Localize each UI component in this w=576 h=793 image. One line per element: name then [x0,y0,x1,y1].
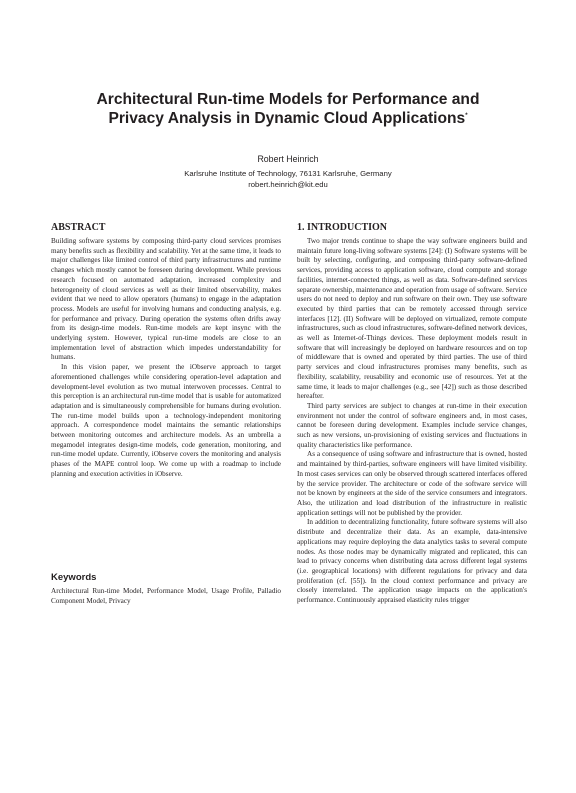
abstract-body [51,237,281,480]
keywords-text: Architectural Run-time Model, Performance Model, Usage Profile, Palladio Component Model, Privacy [51,587,281,605]
intro-paragraph-3: As a consequence of using software and infrastructure that is owned, hosted and maintained by third-parties, software engineers will have limited visibility. In most cases services can only be observed through scattered interfaces offered by the service provider. The architecture or code of the software service will not be known by engineers at the side of the service consumers and integrators. Also, the utilization and load distribution of the infrastructure in realistic application settings will not be published by the provider. [297,450,527,517]
intro-paragraph-4: In addition to decentralizing functionality, future software systems will also distribute and decentralize their data. As an example, data-intensive applications may require deploying the data analytics tasks to several compute nodes. As those nodes may be dynamically migrated and replicated, this can lead to privacy concerns when distributing data across different legal systems (i.e. geographical locations) with different regulations for privacy and data proliferation (cf. [55]). In the cloud context performance and privacy are closely interrelated. The application usage impacts on the application's performance. Continuously appraised elasticity rules trigger [297,518,527,605]
introduction-body [297,237,527,606]
abstract-paragraph-1: Building software systems by composing third-party cloud services promises many benefits such as flexibility and scalability. Yet at the same time, it leads to major challenges like limited control of third party infrastructures and runtime changes which mostly cannot be foreseen during development. While previous research focused on automated adaptation, increased complexity and heterogeneity of cloud services as well as their limited observability, makes evident that we need to allow operators (humans) to engage in the adaptation process. Models are useful for involving humans and conducting analysis, e.g. for performance and privacy. During operation the systems often drifts away from its design-time models. Run-time models are kept insync with the underlying system. However, typical run-time models are close to an implementation level of abstraction which impedes understandability for humans. [51,237,281,362]
author-affiliation-block [40,168,536,190]
introduction-heading: 1. INTRODUCTION [297,222,388,233]
abstract-paragraph-2: In this vision paper, we present the iObserve approach to target aforementioned challenges while considering operation-level adaptation and development-level evolution as two mutual interwoven processes. Central to this perception is an architectural run-time model that is usable for automatized adaptation and is simultaneously comprehensible for humans during evolution. The run-time model builds upon a technology-independent monitoring approach. A correspondence model maintains the semantic relationships between monitoring outcomes and architecture models. As an umbrella a megamodel integrates design-time models, code generation, monitoring, and run-time model update. Currently, iObserve covers the monitoring and analysis phases of the MAPE control loop. We come up with a roadmap to include planning and execution activities in iObserve. [51,363,281,478]
intro-paragraph-2: Third party services are subject to changes at run-time in their execution environment not under the control of software engineers and, in most cases, cannot be foreseen during development. Examples include service changes, such as new versions, un-provisioning of existing services and fluctuations in quality characteristics like performance. [297,401,527,449]
paper-title [40,90,536,128]
title-footnote-mark: * [465,112,468,119]
author-affiliation: Karlsruhe Institute of Technology, 76131 Karlsruhe, Germany [184,169,392,178]
keywords-body [51,587,281,606]
title-line-2 [40,109,536,128]
author-email: robert.heinrich@kit.edu [248,180,328,189]
title-line-2-text: Privacy Analysis in Dynamic Cloud Applications [108,110,466,127]
title-line-1: Architectural Run-time Models for Performance and [96,91,480,108]
author-name: Robert Heinrich [257,154,319,164]
intro-paragraph-1: Two major trends continue to shape the way software engineers build and maintain future long-living software systems [24]: (I) Software systems will be built by selecting, configuring, and composing third-party software-defined services, providing access to application software, cloud compute and storage facilities, internet-connected things, as well as data. Software-defined services separate ownership, maintenance and operation from usage of software. Service users do not need to deploy and run software on their own. They use software executed by third parties that can be remotely accessed through service interfaces [12]. (II) Software will be deployed on virtualized, remote compute infrastructures, such as cloud infrastructures, software-defined network devices, as well as Internet-of-Things devices. These deployment models result in software that will increasingly be deployed on hardware resources and on top of middleware that is owned and operated by third parties. The use of third party services and cloud infrastructures promises many benefits, such as flexibility, scalability, reusability and economic use of resources. Yet at the same time, it leads to major challenges (e.g., see [42]) such as those described hereafter. [297,237,527,401]
keywords-heading: Keywords [51,572,97,583]
abstract-heading: ABSTRACT [51,222,106,233]
